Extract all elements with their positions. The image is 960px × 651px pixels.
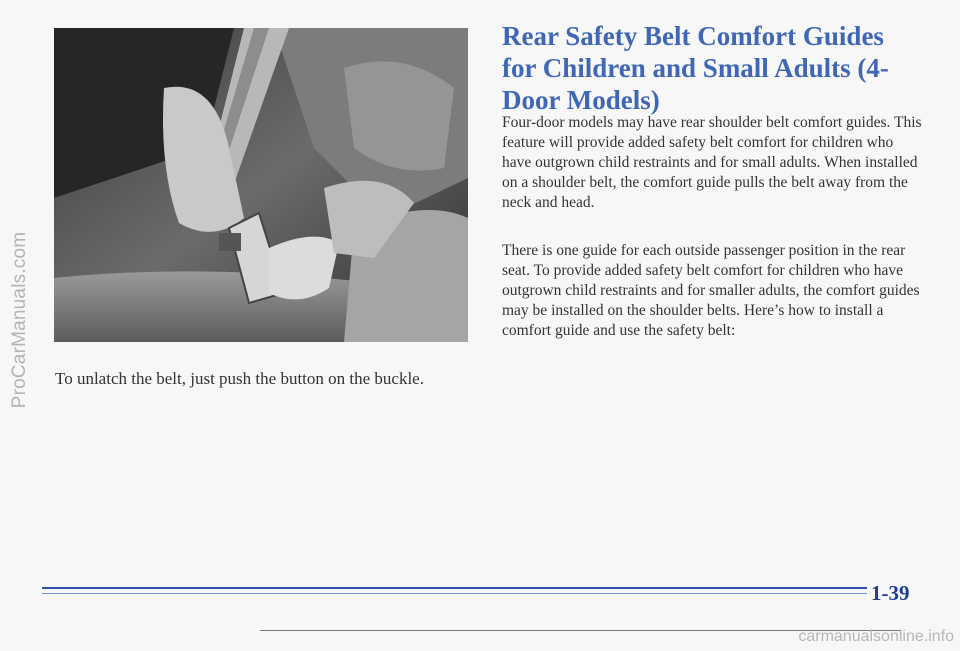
photo-illustration (54, 28, 468, 342)
paragraph-intro: Four-door models may have rear shoulder belt comfort guides. This feature will provide added safety belt comfort for children who have outgrown child restraints and for small adults. When installed on a shoulder belt, the comfort guide pulls the belt away from the neck and head. (502, 114, 922, 211)
section-heading: Rear Safety Belt Comfort Guides for Children and Small Adults (4-Door Models) (502, 21, 889, 115)
footer-rule (42, 587, 867, 589)
side-watermark-text: ProCarManuals.com (9, 231, 30, 409)
belt-buckle-photo (54, 28, 468, 342)
paragraph-guide-position: There is one guide for each outside passenger position in the rear seat. To provide added safety belt comfort for children who have outgrown child restraints and for smaller adults, the comfort guides may be installed on the shoulder belts. Here’s how to install a comfort guide and use the safety belt: (502, 242, 920, 339)
footer-rule-thin (42, 593, 867, 594)
bottom-watermark: carmanualsonline.info (798, 628, 954, 645)
page-number: 1-39 (871, 581, 910, 605)
photo-caption: To unlatch the belt, just push the button on the buckle. (55, 369, 424, 388)
side-watermark (0, 0, 40, 651)
